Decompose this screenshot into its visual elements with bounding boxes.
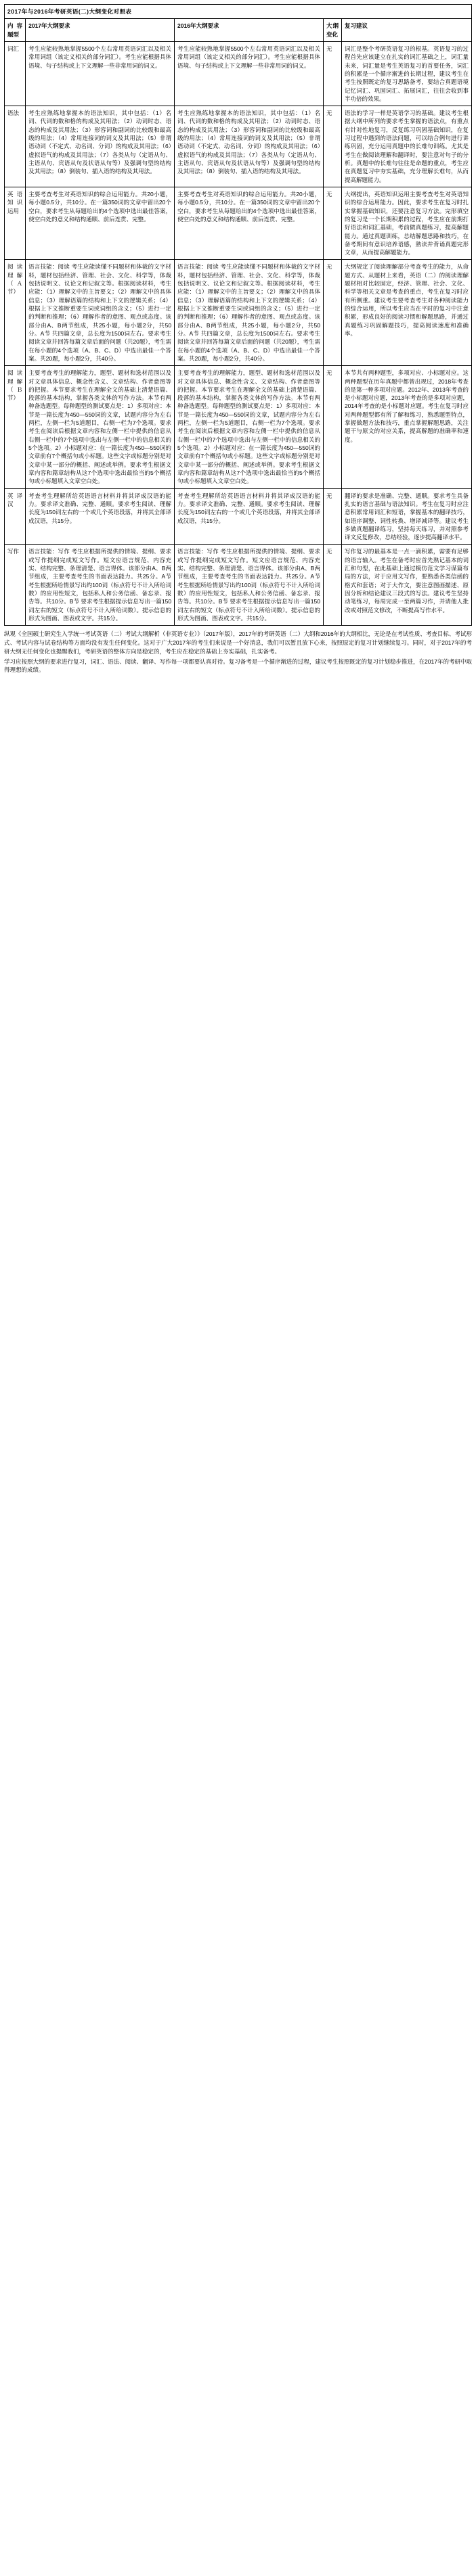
comparison-table bbox=[4, 4, 472, 626]
row-2016-reading-b: 主要考查考生的理解能力，题型、题材和选材范围以及对文章具体信息、概念性含义、文章结构、作者意图等的把握。本节要求考生在理解全文的基础上清楚语篇、段落的基本结构，掌握各类文体的写作方法。本节有两种备选题型。每种题型的测试要点是：1）多项对应：本节是一篇长度为450—550词的文章，试题内容分为左右两栏，左侧一栏为5道题目，右侧一栏为7个选项。要求考生在阅读后根据文章内容和左侧一栏中提供的信息从右侧一栏中的7个选项中选出与左侧一栏中的信息相关的5个选项。2）小标题对应：在一篇长度为450—550词的文章前有7个概括句或小标题。这些文字或标题分别是对文章中某一部分的概括、阐述或举例。要求考生根据文章内容和篇章结构从这7个选项中选出最恰当的5个概括句或小标题填入文章空白处。 bbox=[175, 366, 324, 488]
row-2016-translation: 考查考生理解所给英语语言材料并将其译成汉语的能力。要求译文准确、完整、通顺。要求考生阅读、理解长度为150词左右的一个或几个英语段落，并将其全部译成汉语，共15分。 bbox=[175, 488, 324, 545]
row-2016-grammar: 考生应熟练地掌握本的语法知识，其中包括：（1）名词、代词的数和格的构成及其用法；（2）动词时态、语态的构成及其用法；（3）形容词和副词的比较级和最高级的用法；（4）常用连接词的词义及其用法；（5）非谓语动词（不定式、动名词、分词）的构成及其用法；（6）虚拟语气的构成及其用法；（7）各类从句（定语从句、主语从句、宾语从句及状语从句等）及强调句型的结构及其用法；（8）倒装句、插入语的结构及其用法。 bbox=[175, 106, 324, 187]
row-change-reading-a: 无 bbox=[323, 260, 341, 366]
row-change-writing: 无 bbox=[323, 545, 341, 626]
row-advice-reading-b: 本节共有两种题型，多项对应、小标题对应。这两种题型在历年真题中都曾出现过，2018年考查的是第一种多项对应题。2012年、2013年考查的是小标题对应题，2013年考查的是多项对应题，2014年考查的是小标题对应题。考生在复习时应对两种题型都有所了解和练习，熟悉题型特点，掌握做题方法和技巧，重点掌握解题思路，关注题干与原文的对应关系，提高解题的准确率和速度。 bbox=[341, 366, 471, 488]
row-category-writing: 写作 bbox=[5, 545, 26, 626]
table-row bbox=[5, 41, 472, 106]
table-row bbox=[5, 187, 472, 260]
row-category-grammar: 语法 bbox=[5, 106, 26, 187]
row-advice-writing: 写作复习的最基本是一点一滴积累，需要有足够的语言输入。考生在备考时应首先熟记基本的词汇和句型，在此基础上通过模仿范文学习谋篇布局的方法，对于应用文写作，要熟悉各类信函的格式和套语；对于大作文，要注意图画描述、原因分析和结论建议三段式的写法。建议考生坚持动笔练习，每周完成一至两篇习作，并请他人批改或对照范文修改，不断提高写作水平。 bbox=[341, 545, 471, 626]
table-header-row bbox=[5, 19, 472, 42]
document-title: 2017年与2016年考研英语(二)大纲变化对照表 bbox=[5, 5, 472, 19]
row-advice-reading-a: 大纲规定了阅读理解部分考查考生的能力，从命题方式、从题材上来看，英语（二）的阅读理解题材相对比较固定，经济、管理、社会、文化、科学等相关文章是考查的重点，考生在复习时应有所侧重。建议考生要考查考生对各种阅读能力的综合运用，所以考生应当在平时的复习中注意积累，形成良好的阅读习惯和解题思路，并通过真题练习巩固解题技巧，提高阅读速度和准确率。 bbox=[341, 260, 471, 366]
row-2017-writing: 语言技能：写作 考生应根据所提供的情境、提纲、要求或写作提纲完成短文写作。短文应语言规范、内容充实、结构完整、条理清楚、语言得体。该部分由A、B两节组成，主要考查考生的书面表达能力。共25分。A节 考生根据所给情景写出约100词（标点符号不计入所给词数）的应用性短文，包括私人和公务信函、备忘录、报告等。共10分。B节 要求考生根据提示信息写出一篇150词左右的短文（标点符号不计入所给词数）。提示信息的形式为图画、图表或文字。共15分。 bbox=[26, 545, 175, 626]
table-row bbox=[5, 260, 472, 366]
row-change-translation: 无 bbox=[323, 488, 341, 545]
footer-paragraph-2: 学习应按照大纲的要求进行复习，词汇、语法、阅读、翻译、写作每一项都要认真对待。复习备考是一个循序渐进的过程，建议考生按照既定的复习计划稳步推进，在2017年的考研中取得理想的成绩。 bbox=[4, 658, 472, 674]
row-advice-grammar: 语法的学习一样是英语学习的基础。建议考生根据大纲中所列的要求考生掌握的语法点，有重点有针对性地复习，反复练习巩固基础知识，在复习过程中遇到的语法问题，可以结合例句进行讲练巩固，充分运用真题中的长难句训练。尤其是考生在做阅读理解和翻译时，要注意对句子的分析。真题中的长难句往往是命题的重点，考生应在真题复习中夯实基础，充分理解长难句，从而提高解题能力。 bbox=[341, 106, 471, 187]
row-2017-knowledge-use: 主要考查考生对英语知识的综合运用能力。共20小题，每小题0.5分，共10分。在一篇350词的文章中留出20个空白，要求考生从每题给出的4个选项中选出最佳答案，使空白处的意义和结构通顺、前后连贯、完整。 bbox=[26, 187, 175, 260]
row-category-reading-a: 阅读理解（Ａ节） bbox=[5, 260, 26, 366]
row-advice-translation: 翻译的要求是准确、完整、通顺。要求考生具备扎实的语言基础与语法知识。考生在复习时应注意积累常用词汇和短语，掌握基本的翻译技巧，如语序调整、词性转换、增译减译等。建议考生多做真题翻译练习，坚持每天练习，并对照参考译文反复修改，总结经验，逐步提高翻译水平。 bbox=[341, 488, 471, 545]
header-advice: 复习建议 bbox=[341, 19, 471, 42]
row-2016-reading-a: 语言技能：阅读 考生应能读懂不同题材和体裁的文字材料，题材包括经济、管理、社会、文化、科学等，体裁包括说明文、议论文和记叙文等。根据阅读材料，考生应能：（1）理解文中的主旨要义；（2）理解文中的具体信息；（3）理解语篇的结构和上下文的逻辑关系；（4）根据上下文推断重要生词或词组的含义；（5）进行一定的判断和推理；（6）理解作者的意图、观点或态度。该部分由A、B两节组成，共25小题，每小题2分，共50分。A节 共四篇文章，总长度为1500词左右。要求考生阅读文章并回答每篇文章后面的问题（共20题），考生需在每小题的4个选项（A、B、C、D）中选出最佳一个答案。共20题，每小题2分，共40分。 bbox=[175, 260, 324, 366]
header-2017: 2017年大纲要求 bbox=[26, 19, 175, 42]
table-row bbox=[5, 545, 472, 626]
row-category-vocabulary: 词汇 bbox=[5, 41, 26, 106]
table-row bbox=[5, 488, 472, 545]
row-2017-vocabulary: 考生应能较熟地掌握5500个左右常用英语词汇以及相关常用词组（该定义相关的部分词汇）。考生应能根据具体语境、句子结构或上下文理解一些非常用词的词义。 bbox=[26, 41, 175, 106]
row-change-vocabulary: 无 bbox=[323, 41, 341, 106]
row-2016-writing: 语言技能：写作 考生应根据所提供的情境、提纲、要求或写作提纲完成短文写作。短文应语言规范、内容充实、结构完整、条理清楚、语言得体。该部分由A、B两节组成，主要考查考生的书面表达能力。共25分。A节 考生根据所给情景写出约100词（标点符号不计入所给词数）的应用性短文，包括私人和公务信函、备忘录、报告等。共10分。B节 要求考生根据提示信息写出一篇150词左右的短文（标点符号不计入所给词数）。提示信息的形式为图画、图表或文字。共15分。 bbox=[175, 545, 324, 626]
footer-notes bbox=[4, 630, 472, 674]
row-2017-reading-b: 主要考查考生的理解能力，题型、题材和选材范围以及对文章具体信息、概念性含义、文章结构、作者意图等的把握。本节要求考生在理解全文的基础上清楚语篇、段落的基本结构，掌握各类文体的写作方法。本节有两种备选题型。每种题型的测试要点是：1）多项对应：本节是一篇长度为450—550词的文章，试题内容分为左右两栏，左侧一栏为5道题目，右侧一栏为7个选项。要求考生在阅读后根据文章内容和左侧一栏中提供的信息从右侧一栏中的7个选项中选出与左侧一栏中的信息相关的5个选项。2）小标题对应：在一篇长度为450—550词的文章前有7个概括句或小标题。这些文字或标题分别是对文章中某一部分的概括、阐述或举例。要求考生根据文章内容和篇章结构从这7个选项中选出最恰当的5个概括句或小标题填入文章空白处。 bbox=[26, 366, 175, 488]
row-advice-vocabulary: 词汇是整个考研英语复习的根基。英语复习的过程首先应该建立在扎实的词汇基础之上，词汇量未来，词汇量是考生英语复习的首要任务，词汇的积累是一个循序渐进的长期过程，建议考生在考生按照既定的复习思路备考，要结合真题语境记忆词汇、巩固词汇、拓展词汇，往往会收到事半功倍的效果。 bbox=[341, 41, 471, 106]
table-title-row bbox=[5, 5, 472, 19]
header-2016: 2016年大纲要求 bbox=[175, 19, 324, 42]
row-2017-reading-a: 语言技能：阅读 考生应能读懂不同题材和体裁的文字材料，题材包括经济、管理、社会、文化、科学等，体裁包括说明文、议论文和记叙文等。根据阅读材料，考生应能：（1）理解文中的主旨要义；（2）理解文中的具体信息；（3）理解语篇的结构和上下文的逻辑关系；（4）根据上下文推断重要生词或词组的含义；（5）进行一定的判断和推理；（6）理解作者的意图、观点或态度。该部分由A、B两节组成，共25小题，每小题2分，共50分。A节 共四篇文章，总长度为1500词左右。要求考生阅读文章并回答每篇文章后面的问题（共20题），考生需在每小题的4个选项（A、B、C、D）中选出最佳一个答案。共20题，每小题2分，共40分。 bbox=[26, 260, 175, 366]
row-category-reading-b: 阅读理解（Ｂ节） bbox=[5, 366, 26, 488]
footer-paragraph-1: 纵观《全国硕士研究生入学统一考试英语（二）考试大纲解析（非英语专业）》（2017年版），2017年的考研英语（二）大纲和2016年的大纲相比，无论是在考试性质、考查目标、考试形式、考试内容与试卷结构等方面均没有发生任何变化。这对于广大2017年的考生们来说是一个好消息，我们可以暂且放下心来，按照原定的复习计划继续复习。同时，对于2017年的考研大纲无任何变化也提醒我们，考研英语的整体方向是稳定的，考生应在稳定的基础上夯实基础，扎实备考。 bbox=[4, 630, 472, 655]
header-change: 大纲变化 bbox=[323, 19, 341, 42]
row-change-reading-b: 无 bbox=[323, 366, 341, 488]
table-row bbox=[5, 106, 472, 187]
row-2017-grammar: 考生应熟练地掌握本的语法知识，其中包括：（1）名词、代词的数和格的构成及其用法；（2）动词时态、语态的构成及其用法；（3）形容词和副词的比较级和最高级的用法；（4）常用连接词的词义及其用法；（5）非谓语动词（不定式、动名词、分词）的构成及其用法；（6）虚拟语气的构成及其用法；（7）各类从句（定语从句、主语从句、宾语从句及状语从句等）及强调句型的结构及其用法；（8）倒装句、插入语的结构及其用法。 bbox=[26, 106, 175, 187]
header-category: 内容题型 bbox=[5, 19, 26, 42]
row-category-translation: 英译汉 bbox=[5, 488, 26, 545]
row-change-knowledge-use: 无 bbox=[323, 187, 341, 260]
row-category-knowledge-use: 英语知识运用 bbox=[5, 187, 26, 260]
row-2016-knowledge-use: 主要考查考生对英语知识的综合运用能力。共20小题，每小题0.5分，共10分。在一篇350词的文章中留出20个空白，要求考生从每题给出的4个选项中选出最佳答案，使空白处的意义和结构通顺、前后连贯、完整。 bbox=[175, 187, 324, 260]
row-2017-translation: 考查考生理解所给英语语言材料并将其译成汉语的能力。要求译文准确、完整、通顺。要求考生阅读、理解长度为150词左右的一个或几个英语段落，并将其全部译成汉语，共15分。 bbox=[26, 488, 175, 545]
row-2016-vocabulary: 考生应能较熟地掌握5500个左右常用英语词汇以及相关常用词组（该定义相关的部分词汇）。考生应能根据具体语境、句子结构或上下文理解一些非常用词的词义。 bbox=[175, 41, 324, 106]
row-advice-knowledge-use: 大纲提出，英语知识运用主要考查考生对英语知识的综合运用能力。因此，要求考生在复习时扎实掌握基础知识，还要注意复习方法。完形填空的复习是一个长期积累的过程，考生应在前期打好语法和词汇基础，考前做真题练习，提高解题能力。通过真题训练，总结解题思路和技巧，在备考期间有意识培养语感，熟读并背诵真题完形文章，从而提高解题能力。 bbox=[341, 187, 471, 260]
row-change-grammar: 无 bbox=[323, 106, 341, 187]
table-row bbox=[5, 366, 472, 488]
